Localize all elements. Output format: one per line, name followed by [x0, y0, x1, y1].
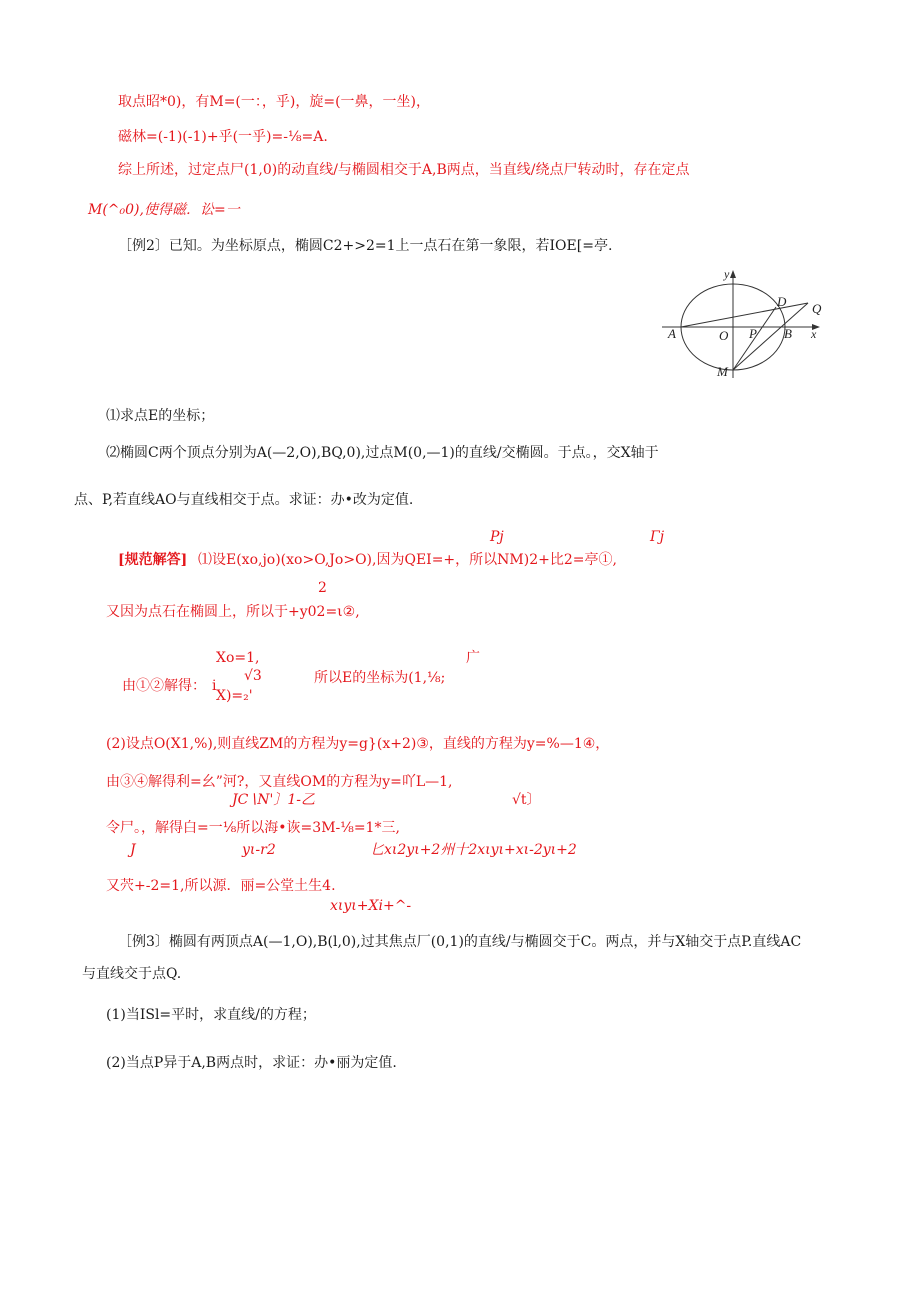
fraction-sup-2: Γj	[650, 529, 665, 545]
solution-step-7: 又茓+-2=1,所以源．丽=公堂土生4.	[106, 878, 336, 894]
label-x: x	[811, 327, 817, 341]
solution-step-2: 又因为点石在椭圆上，所以于+y02=ι②,	[106, 604, 360, 620]
example-3-cont: 与直线交于点Q.	[82, 966, 182, 982]
sub-5a: JC∖N'〕1-乙	[232, 792, 315, 808]
label-O: O	[719, 328, 729, 343]
system-guang: 广	[466, 650, 480, 666]
fraction-sub: 2	[318, 580, 327, 596]
line-MQ	[733, 303, 808, 370]
line-AQ	[681, 303, 808, 327]
sub-7: xιyι+Xi+^-	[330, 898, 412, 914]
system-top: Xo=1,	[216, 650, 260, 666]
fraction-sup-1: Pj	[490, 529, 504, 545]
question-1: ⑴求点E的坐标；	[106, 408, 215, 424]
solution-step-3-tail: 所以E的坐标为(1,⅛;	[314, 670, 446, 686]
solution-step-4: (2)设点O(X1,%),则直线ZM的方程为y=g}(x+2)③，直线的方程为y=%—1④，	[106, 736, 610, 752]
sub-6a: J	[130, 842, 136, 858]
label-B: B	[784, 326, 792, 341]
y-axis-arrow	[730, 270, 736, 278]
label-D: D	[777, 294, 787, 309]
solution-step-5: 由③④解得利=幺”河?，又直线OM的方程为y=吖L—1,	[106, 774, 453, 790]
label-M: M	[717, 364, 728, 379]
question-2-cont: 点、P,若直线AO与直线相交于点。求证：办•改为定值.	[74, 492, 414, 508]
label-Q: Q	[812, 301, 822, 316]
ellipse-figure	[660, 266, 840, 380]
example-2-statement: ［例2〕已知。为坐标原点，椭圆C2+>2=1上一点石在第一象限，若IOE[=亭.	[118, 238, 613, 254]
solution-step-6: 令尸。，解得白=一⅛所以海•诙=3M-⅛=1*三,	[106, 820, 400, 836]
solution-step-1: ⑴设E(xo,jo)(xo>O,Jo>O),因为QEI=+，所以NM)2+比2=亭①,	[198, 552, 617, 568]
solution-line-1: 取点昭*0)，有M=(一：，乎)，旋=(一鼻，一坐)，	[118, 94, 431, 110]
question-2: ⑵椭圆C两个顶点分别为A(—2,O),BQ,0),过点M(0,—1)的直线/交椭圆。于点。，交X轴于	[106, 445, 659, 461]
sub-5b: √t〕	[512, 792, 541, 808]
system-brace: i	[212, 678, 217, 694]
solution-tag: [规范解答]	[118, 552, 188, 568]
example-3-statement: ［例3〕椭圆有两顶点A(—1,O),B(l,0),过其焦点厂(0,1)的直线/与椭圆交于C。两点，并与X轴交于点P.直线AC	[118, 934, 802, 950]
system-sqrt: √3	[244, 668, 262, 684]
label-A: A	[668, 326, 676, 341]
conclusion-line-cont: M(^₀0),使得磁．讼=一	[88, 202, 240, 218]
system-bottom: X)=₂'	[216, 688, 253, 704]
label-P: P	[749, 326, 757, 341]
example-3-q2: (2)当点P异于A,B两点时，求证：办•丽为定值.	[106, 1055, 397, 1071]
label-y: y	[724, 267, 730, 281]
solution-step-3: 由①②解得：	[122, 678, 206, 694]
sub-6b: yι-r2	[242, 842, 276, 858]
solution-line-2: 磁林=(-1)(-1)+乎(一乎)=-⅛=A.	[118, 129, 328, 145]
conclusion-line: 综上所述，过定点尸(1,0)的动直线/与椭圆相交于A,B两点，当直线/绕点尸转动时，存在定点	[118, 162, 690, 178]
example-3-q1: (1)当ISl=平时，求直线/的方程；	[106, 1007, 316, 1023]
sub-6c: 匕xι2yι+2州十2xιyι+xι-2yι+2	[370, 842, 577, 858]
